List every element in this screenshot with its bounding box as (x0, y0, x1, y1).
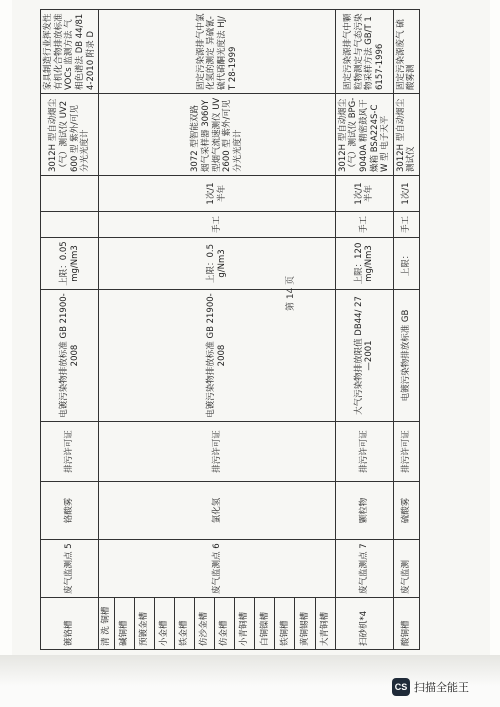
monitoring-table (40, 9, 420, 650)
pollutant-cell: 铬酸雾 (41, 482, 99, 540)
instrument-cell: 3072 型智能双路烟气采样器 3060Y 型烟气流速测仪 UV2600 型 紫外/可见分光光度计 (99, 94, 336, 176)
workshop-cell: 小金槽 (154, 598, 174, 650)
frequency-cell: 1次/1 (393, 176, 419, 212)
limit-cell: 上限： (393, 238, 419, 290)
pollutant-cell: 硫酸雾 (393, 482, 419, 540)
point-cell: 废气监测点 7 (335, 540, 393, 598)
analysis-cell: 固定污染源排气中氯化氢的测定 异硫氰-硫代硝酮光度法 HJ/T 28-1999 (99, 10, 336, 94)
workshop-cell: 清 洗 铜槽 (99, 598, 115, 650)
standard-cell: 电镀污染物排放标准 GB (393, 290, 419, 422)
instrument-cell: 3012H 型自动烟尘（气）测试仪 BPG-9040A 精密鼓风干燥箱 BSA224S-CW 型 电子天平 (335, 94, 393, 176)
workshop-cell: 酸铜槽 (393, 598, 419, 650)
method-cell: 手工 (393, 212, 419, 238)
workshop-cell: 白铜镍槽 (255, 598, 275, 650)
basis-cell: 排污许可证 (99, 422, 336, 482)
standard-cell: 大气污染物排放限值 DB44/ 27—2001 (335, 290, 393, 422)
workshop-cell: 碱铜槽 (114, 598, 134, 650)
instrument-cell: 3012H 型自动烟尘测试仪 (393, 94, 419, 176)
analysis-cell: 固定污染源排气中颗粒物测定与气态污染物采样方法 GB/T 16157-1996 (335, 10, 393, 94)
point-cell: 废气监测 (393, 540, 419, 598)
workshop-cell: 铁金槽 (174, 598, 194, 650)
workshop-cell: 扫砂机*4 (335, 598, 393, 650)
brand-name: 扫描全能王 (414, 681, 469, 694)
basis-cell: 排污许可证 (335, 422, 393, 482)
analysis-cell: 固定污染源废气 硫酸雾测 (393, 10, 419, 94)
standard-cell: 电镀污染物排放标准 GB 21900-2008 (99, 290, 336, 422)
workshop-cell: 黄铜锡槽 (295, 598, 315, 650)
limit-cell: 上限：0.05mg/Nm3 (41, 238, 99, 290)
basis-cell: 排污许可证 (393, 422, 419, 482)
method-cell: 手工 (99, 212, 336, 238)
pollutant-cell: 氯化氢 (99, 482, 336, 540)
frequency-cell: 1次/1半年 (99, 176, 336, 212)
workshop-cell: 仿金槽 (215, 598, 235, 650)
workshop-cell: 镀铬槽 (41, 598, 99, 650)
camscanner-logo-icon: CS (392, 678, 410, 696)
point-cell: 废气监测点 5 (41, 540, 99, 598)
point-cell: 废气监测点 6 (99, 540, 336, 598)
method-cell: 手工 (335, 212, 393, 238)
standard-cell: 电镀污染物排放标准 GB 21900-2008 (41, 290, 99, 422)
limit-cell: 上限：120mg/Nm3 (335, 238, 393, 290)
page-number: 第 14 页 (286, 275, 296, 311)
basis-cell: 排污许可证 (41, 422, 99, 482)
instrument-cell: 3012H 型自动烟尘（气）测试仪 UV2600 型 紫外/可见分光光度计 (41, 94, 99, 176)
rotated-table-container (40, 10, 420, 650)
workshop-cell: 大青铜槽 (315, 598, 335, 650)
scanner-watermark (392, 678, 469, 696)
workshop-cell: 预镀金槽 (134, 598, 154, 650)
method-cell (41, 212, 99, 238)
pollutant-cell: 颗粒物 (335, 482, 393, 540)
limit-cell: 上限：0.5g/Nm3 (99, 238, 336, 290)
analysis-cell: 家具制造行业挥发性有机化合物排放标准 VOCs 监测方法 气相色谱法 DB 44/814-2010 附录 D (41, 10, 99, 94)
workshop-cell: 铁铜槽 (275, 598, 295, 650)
workshop-cell: 小青铜槽 (235, 598, 255, 650)
workshop-cell: 仿沙金槽 (195, 598, 215, 650)
frequency-cell (41, 176, 99, 212)
frequency-cell: 1次/1半年 (335, 176, 393, 212)
